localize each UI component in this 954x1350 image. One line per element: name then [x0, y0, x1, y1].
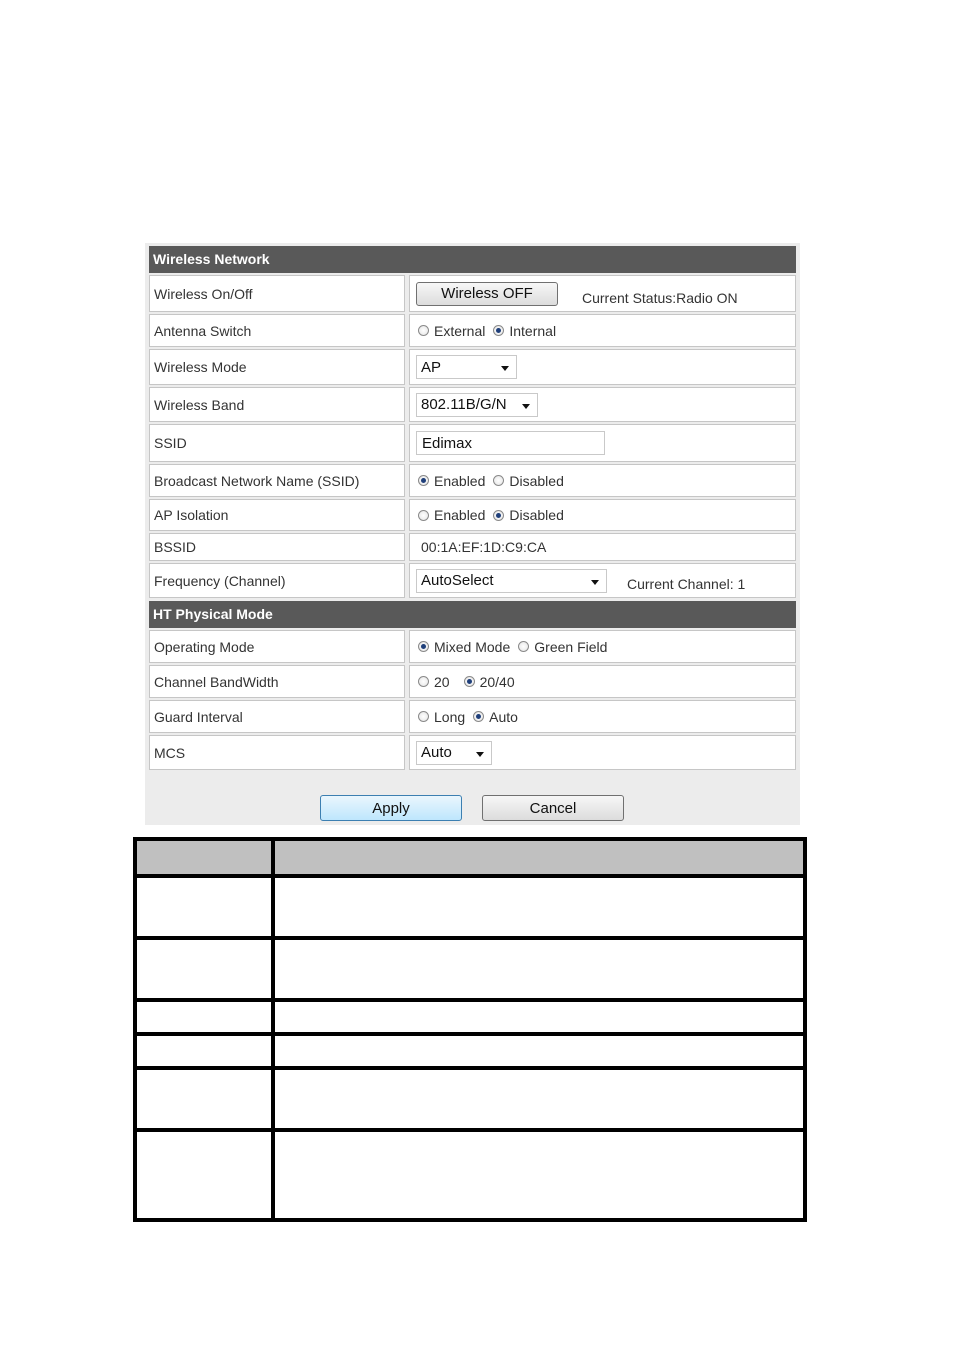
chevron-down-icon [591, 580, 599, 585]
ssid-label: SSID [149, 424, 405, 462]
option-label: Disabled [509, 507, 564, 523]
wireless-band-select[interactable] [416, 393, 538, 417]
wireless-onoff-label: Wireless On/Off [149, 275, 405, 312]
guard-auto-option[interactable] [473, 709, 518, 725]
ap-isolation-label: AP Isolation [149, 499, 405, 531]
mcs-select[interactable] [416, 741, 492, 765]
current-channel-text: Current Channel: 1 [627, 575, 746, 592]
cancel-button[interactable]: Cancel [482, 795, 624, 821]
option-label: External [434, 322, 486, 339]
option-label: Mixed Mode [434, 638, 511, 655]
row-broadcast-ssid [149, 464, 796, 497]
row-guard-interval [149, 700, 796, 733]
table-row-divider [137, 1066, 803, 1070]
select-value: Auto [421, 744, 452, 761]
frequency-select[interactable] [416, 569, 607, 593]
row-mcs [149, 735, 796, 770]
option-label: Internal [509, 322, 557, 339]
channel-bandwidth-value [409, 665, 796, 698]
antenna-switch-label: Antenna Switch [149, 314, 405, 347]
operating-mode-label: Operating Mode [149, 630, 405, 663]
wireless-mode-value [409, 349, 796, 385]
bssid-label: BSSID [149, 533, 405, 561]
antenna-internal-option[interactable] [493, 323, 556, 339]
radio-button-selected[interactable] [493, 510, 504, 521]
radio-button-selected[interactable] [464, 676, 475, 687]
isolation-disabled-option[interactable] [493, 507, 563, 523]
description-table [133, 837, 807, 1222]
bssid-value: 00:1A:EF:1D:C9:CA [409, 533, 796, 561]
ssid-value [409, 424, 796, 462]
wireless-off-button[interactable]: Wireless OFF [416, 282, 558, 306]
option-label: Green Field [534, 638, 608, 655]
wireless-mode-select[interactable] [416, 355, 517, 379]
row-operating-mode [149, 630, 796, 663]
radio-button[interactable] [418, 711, 429, 722]
option-label: Disabled [509, 472, 564, 489]
radio-button[interactable] [493, 475, 504, 486]
isolation-enabled-option[interactable] [418, 507, 485, 523]
apply-button[interactable]: Apply [320, 795, 462, 821]
ssid-input[interactable] [416, 431, 605, 455]
table-row-divider [137, 874, 803, 878]
antenna-external-option[interactable] [418, 323, 485, 339]
option-label: Enabled [434, 507, 486, 523]
option-label: Enabled [434, 472, 486, 489]
row-bssid [149, 533, 796, 561]
row-wireless-onoff [149, 275, 796, 312]
radio-button[interactable] [418, 676, 429, 687]
operating-mode-value [409, 630, 796, 663]
green-field-option[interactable] [518, 639, 607, 655]
radio-button-selected[interactable] [418, 475, 429, 486]
channel-bandwidth-label: Channel BandWidth [149, 665, 405, 698]
radio-button-selected[interactable] [473, 711, 484, 722]
chevron-down-icon [501, 366, 509, 371]
row-wireless-mode [149, 349, 796, 385]
select-value: AP [421, 358, 442, 376]
chevron-down-icon [476, 752, 484, 757]
option-label: 20/40 [479, 673, 515, 690]
select-value: 802.11B/G/N [421, 396, 507, 413]
section-header-wireless-network: Wireless Network [149, 246, 796, 273]
radio-button-selected[interactable] [493, 325, 504, 336]
broadcast-disabled-option[interactable] [493, 473, 563, 489]
table-row-divider [137, 1032, 803, 1036]
select-value: AutoSelect [421, 572, 494, 589]
wireless-onoff-value [409, 275, 796, 312]
broadcast-ssid-value [409, 464, 796, 497]
description-table-header [137, 841, 803, 875]
table-row-divider [137, 1128, 803, 1132]
wireless-band-label: Wireless Band [149, 387, 405, 422]
table-row-divider [137, 998, 803, 1002]
wireless-mode-label: Wireless Mode [149, 349, 405, 385]
broadcast-ssid-label: Broadcast Network Name (SSID) [149, 464, 405, 497]
wireless-band-value [409, 387, 796, 422]
table-column-divider [271, 841, 275, 1218]
radio-button[interactable] [518, 641, 529, 652]
row-antenna-switch [149, 314, 796, 347]
guard-interval-value [409, 700, 796, 733]
mcs-value [409, 735, 796, 770]
radio-status-text: Current Status:Radio ON [582, 289, 738, 306]
ap-isolation-value [409, 499, 796, 531]
section-header-ht-physical-mode: HT Physical Mode [149, 601, 796, 628]
frequency-label: Frequency (Channel) [149, 563, 405, 598]
table-row-divider [137, 936, 803, 940]
antenna-switch-value [409, 314, 796, 347]
frequency-value [409, 563, 796, 598]
guard-interval-label: Guard Interval [149, 700, 405, 733]
mcs-label: MCS [149, 735, 405, 770]
bandwidth-20-40-option[interactable] [464, 674, 515, 690]
option-label: Long [434, 708, 466, 725]
row-ssid [149, 424, 796, 462]
row-channel-bandwidth [149, 665, 796, 698]
row-frequency [149, 563, 796, 598]
bandwidth-20-option[interactable] [418, 674, 450, 690]
row-ap-isolation [149, 499, 796, 531]
radio-button-selected[interactable] [418, 641, 429, 652]
chevron-down-icon [522, 404, 530, 409]
mixed-mode-option[interactable] [418, 639, 510, 655]
radio-button[interactable] [418, 325, 429, 336]
option-label: Auto [489, 708, 518, 725]
wireless-settings-panel [145, 243, 800, 825]
radio-button[interactable] [418, 510, 429, 521]
row-wireless-band [149, 387, 796, 422]
option-label: 20 [434, 673, 450, 690]
broadcast-enabled-option[interactable] [418, 473, 485, 489]
guard-long-option[interactable] [418, 709, 465, 725]
